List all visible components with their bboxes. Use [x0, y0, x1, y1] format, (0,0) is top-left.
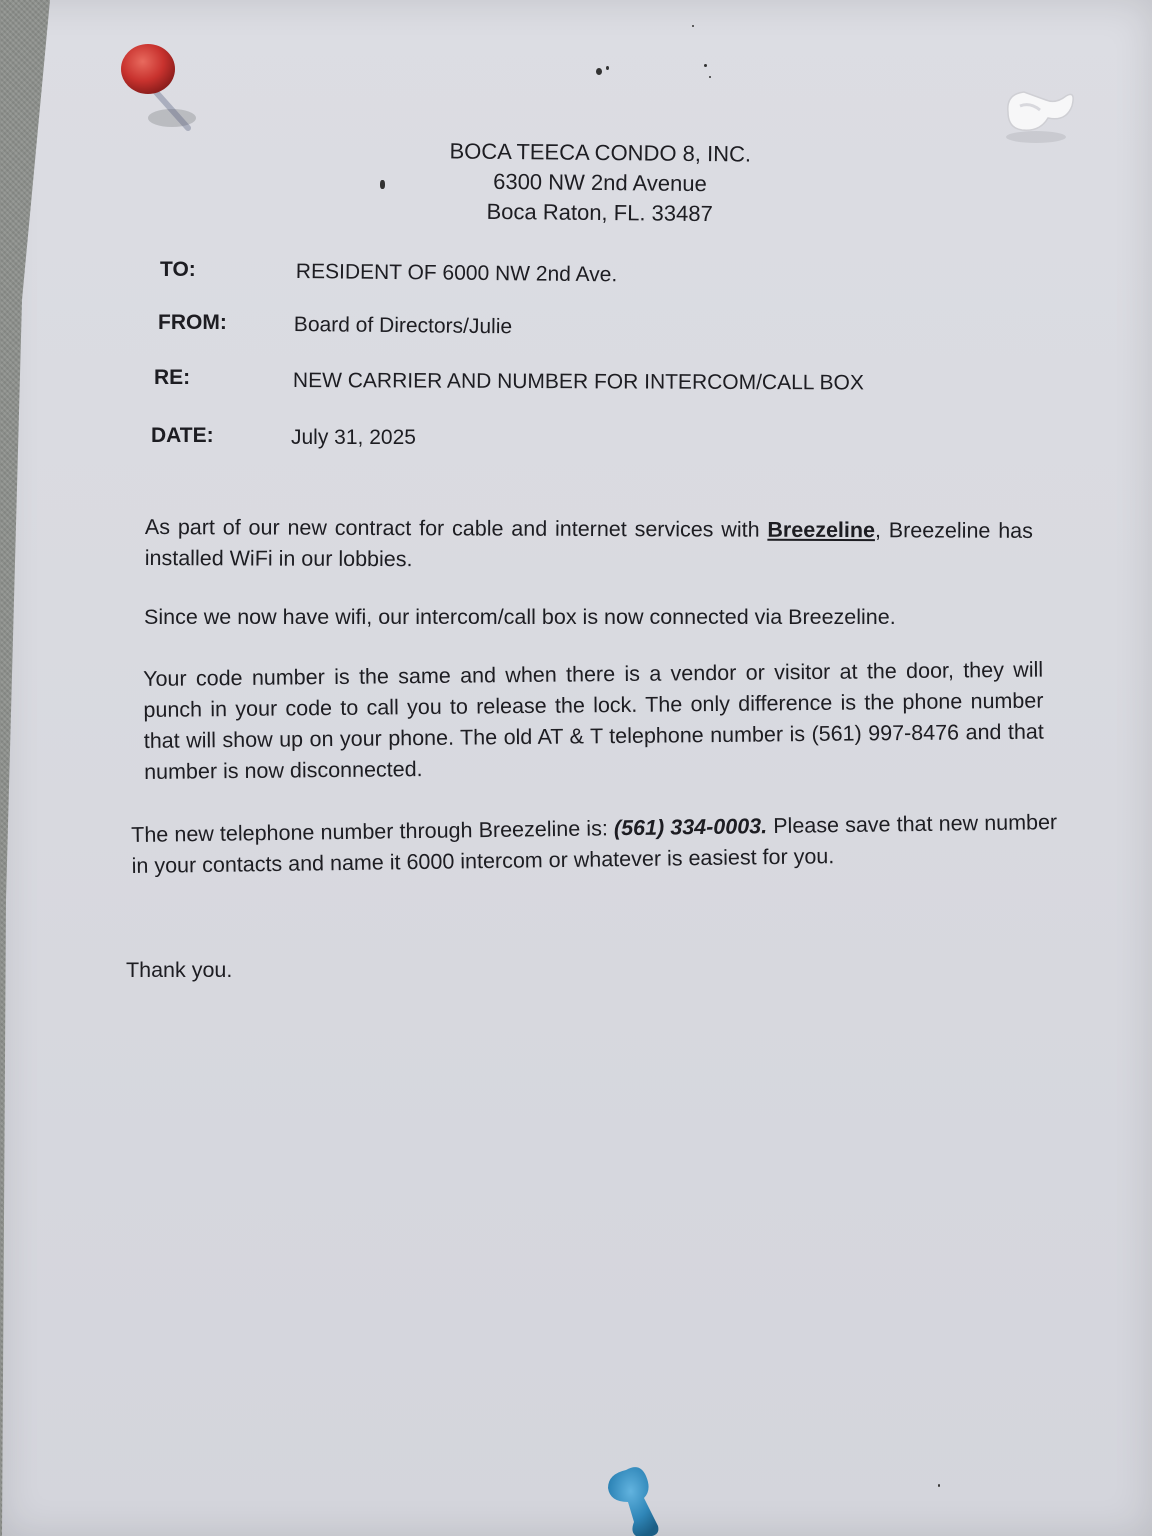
paragraph-contract [145, 512, 1033, 578]
paper-speck [938, 1484, 940, 1487]
white-push-pin-icon [996, 82, 1096, 152]
paragraph-contract-text-2: , Breezeline has installed WiFi in our lobbies. [144, 518, 1033, 572]
re-value: NEW CARRIER AND NUMBER FOR INTERCOM/CALL BOX [292, 369, 864, 395]
paragraph-contract-text-1: As part of our new contract for cable and internet services with [144, 515, 768, 542]
from-label: FROM: [158, 311, 227, 334]
paragraph-new-number [131, 807, 1058, 882]
blue-push-pin-icon [596, 1462, 686, 1536]
paper-speck [596, 68, 602, 75]
paragraph-wifi: Since we now have wifi, our intercom/call box is now connected via Breezeline. [144, 605, 896, 629]
paper-speck [606, 66, 609, 70]
paper-speck [692, 25, 694, 27]
new-phone-number: (561) 334-0003. [613, 814, 768, 841]
closing-thank-you: Thank you. [126, 958, 233, 982]
letterhead-street: 6300 NW 2nd Avenue [493, 168, 707, 197]
date-label: DATE: [151, 424, 214, 447]
paragraph-new-number-text-1: The new telephone number through Breezeline is: [131, 816, 615, 847]
paragraph-code-number: Your code number is the same and when there is a vendor or visitor at the door, they will punch in your code to call you to release the lock. The only difference is the phone number that will show up on your phone. The old AT & T telephone number is (561) 997-8476 and that number is now disconnected. [143, 657, 1044, 784]
letterhead-company: BOCA TEECA CONDO 8, INC. [449, 138, 752, 167]
date-value: July 31, 2025 [291, 426, 416, 449]
letterhead-city: Boca Raton, FL. 33487 [486, 198, 713, 227]
paper-speck [709, 76, 711, 78]
paper-speck [380, 180, 385, 189]
to-label: TO: [160, 258, 196, 281]
to-value: RESIDENT OF 6000 NW 2nd Ave. [295, 260, 618, 287]
paper-speck [704, 64, 707, 67]
paragraph-new-number-text-2: Please save that new number in your contacts and name it 6000 intercom or whatever is easiest for you. [131, 810, 1058, 878]
breezeline-brand: Breezeline [767, 517, 876, 543]
from-value: Board of Directors/Julie [293, 313, 513, 339]
re-label: RE: [154, 366, 191, 389]
letterhead [380, 136, 821, 231]
red-push-pin-icon [110, 36, 220, 146]
